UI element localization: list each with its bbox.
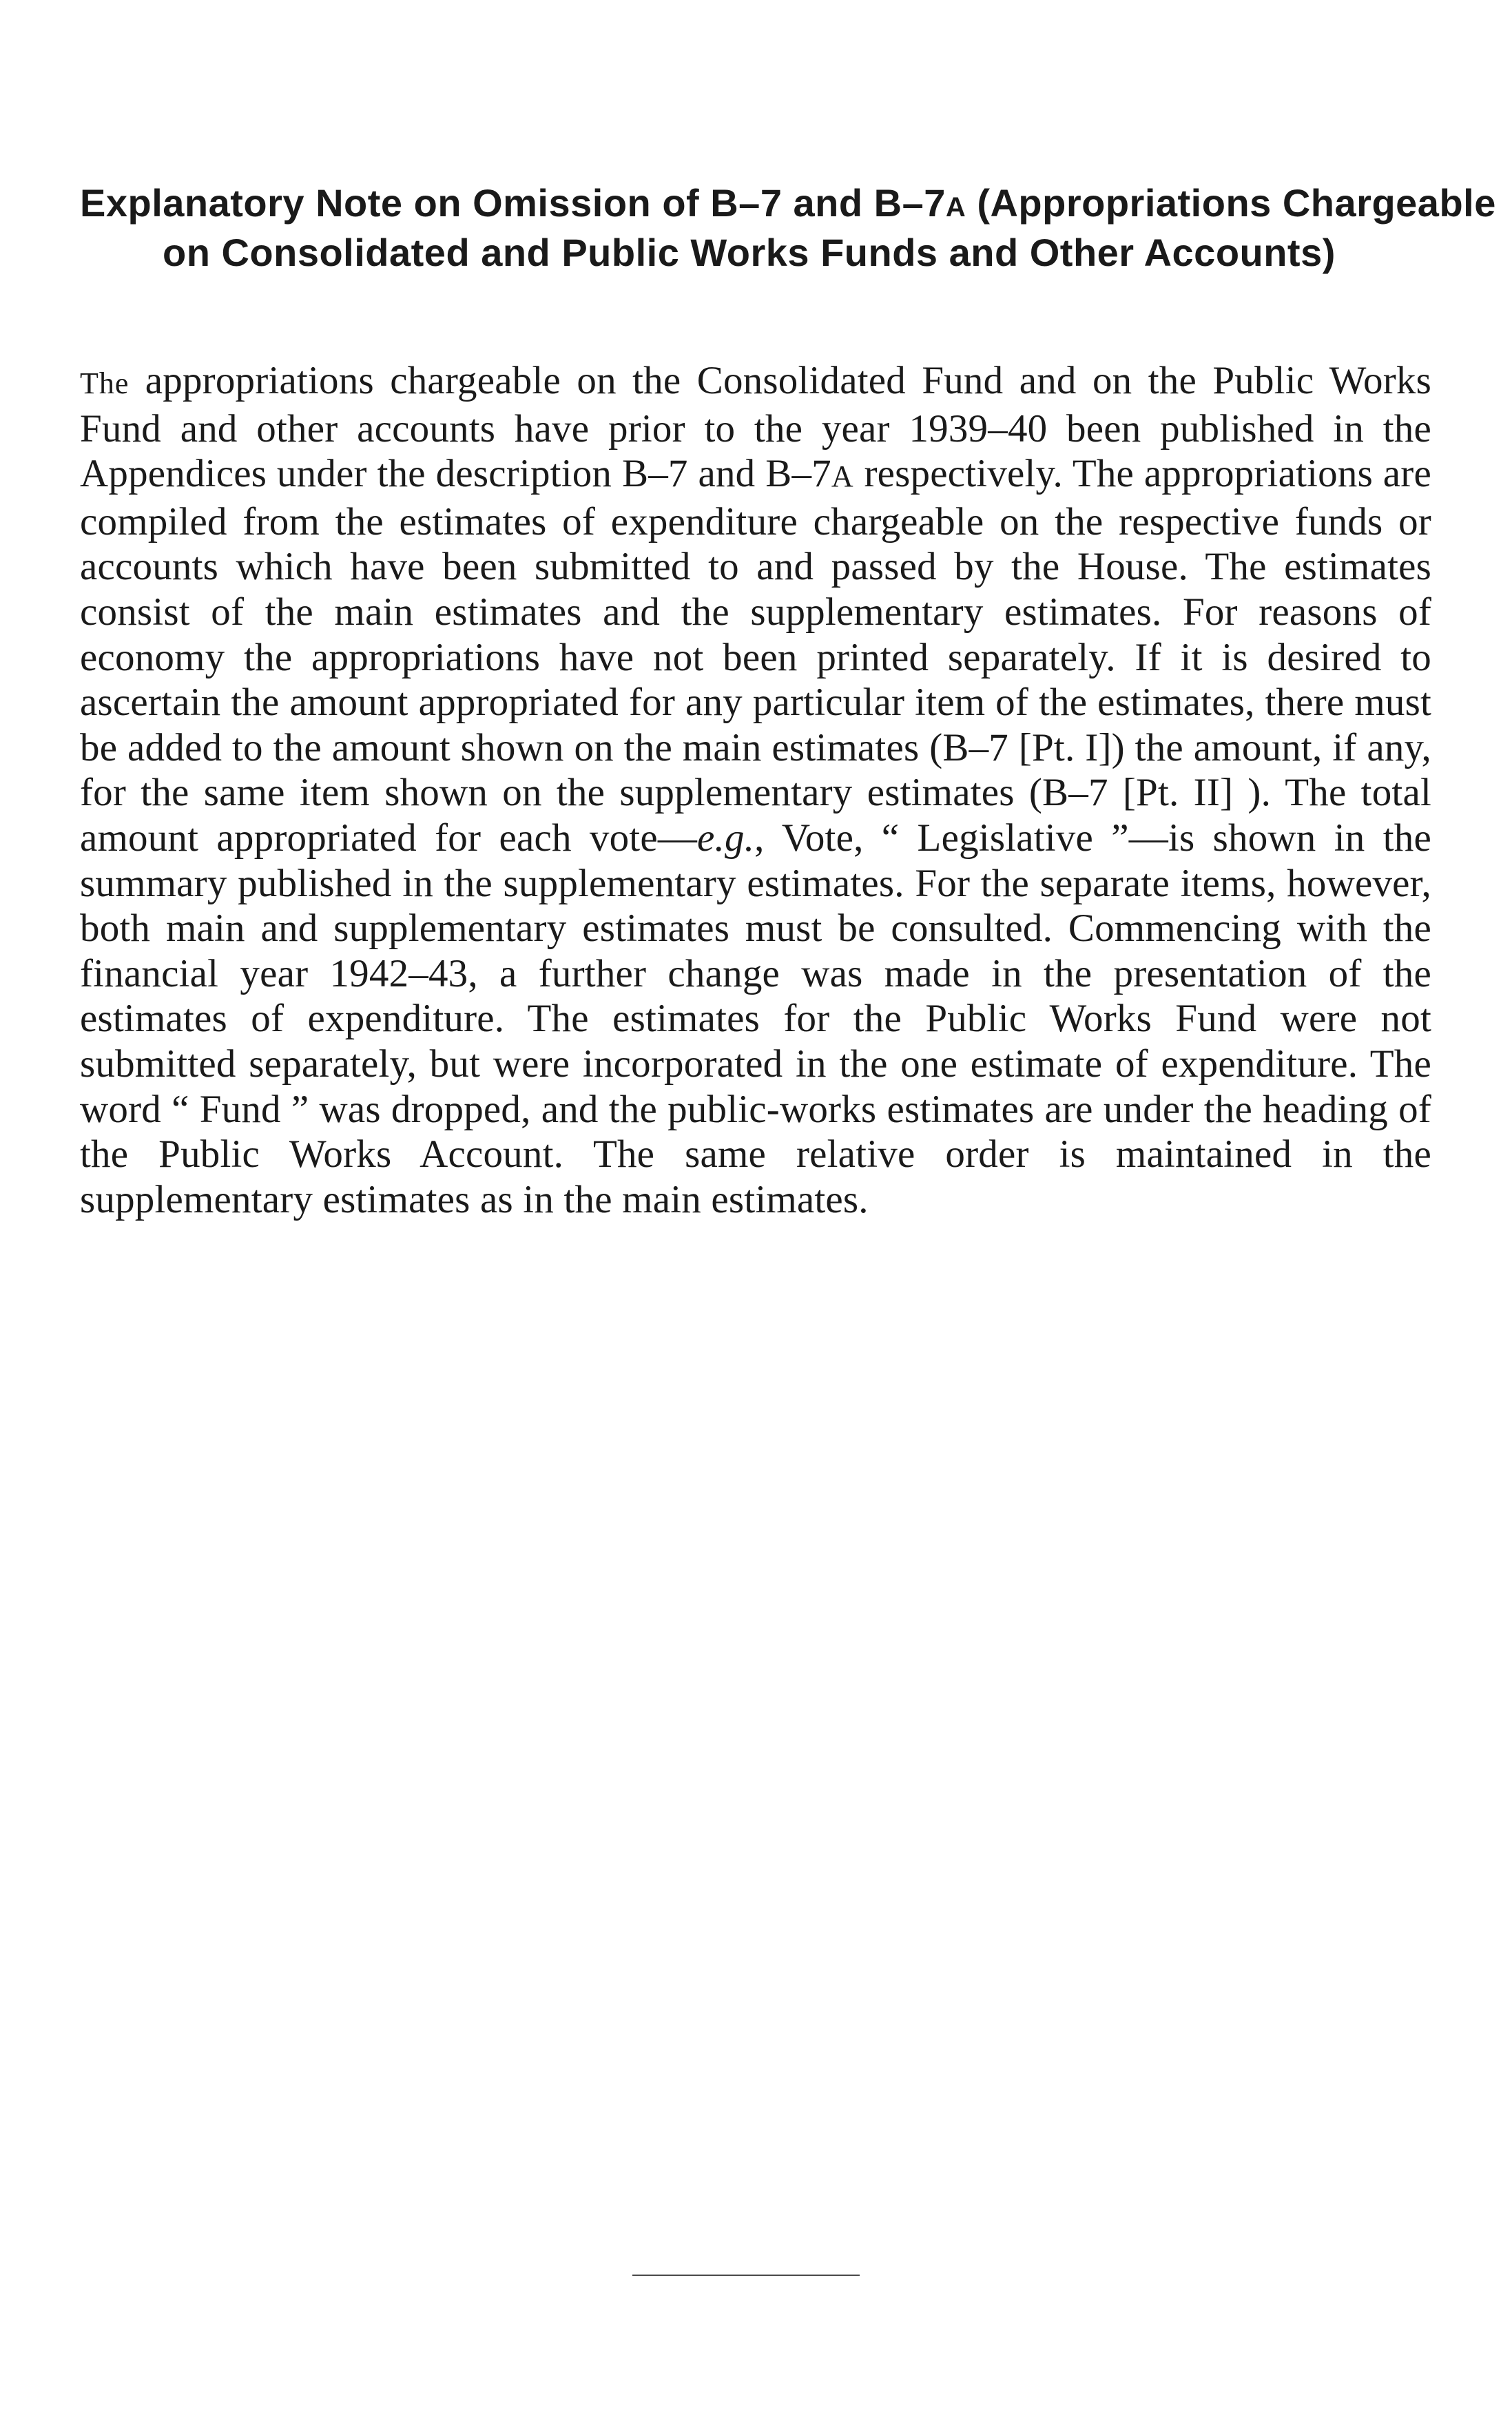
paragraph-part-1: appropriations chargeable on the Consolidated Fund and on the Public Works Fund and other accounts have prior to the year 1939–40 been published in the Appendices under the description B–7 and B–7: [80, 359, 1431, 496]
section-heading: [80, 180, 1512, 276]
heading-text-prefix: Explanatory Note on Omission of B–7 and B–7: [80, 181, 946, 225]
explanatory-paragraph: [80, 358, 1431, 1222]
heading-text-suffix: (Appropriations Chargeable on Consolidated and Public Works Funds and Other Accounts): [163, 181, 1496, 274]
heading-small-caps-a: A: [945, 192, 966, 222]
paragraph-part-3: , Vote, “ Legislative ”—is shown in the summary published in the supplementary estimates. For the separate items, however, both main and supplementary estimates must be consulted. Commencing with the financial year 1942–43, a further change was made in the presentation of the estimates of expenditure. The estimates for the Public Works Fund were not submitted separately, but were incorporated in the one estimate of expenditure. The word “ Fund ” was dropped, and the public-works estimates are under the heading of the Public Works Account. The same relative order is maintained in the supplementary estimates as in the main estimates.: [80, 816, 1431, 1221]
paragraph-eg-italic: e.g.: [697, 816, 755, 860]
section-divider-rule: [632, 2275, 860, 2276]
paragraph-lead-word: The: [80, 366, 130, 400]
paragraph-small-caps-a: A: [831, 459, 854, 494]
paragraph-part-2: respectively. The appropriations are compiled from the estimates of expenditure chargeable on the respective funds or accounts which have been submitted to and passed by the House. The estimates consist of the main estimates and the supplementary estimates. For reasons of economy the appropriations have not been printed separately. If it is desired to ascertain the amount appropriated for any particular item of the estimates, there must be added to the amount shown on the main estimates (B–7 [Pt. I]) the amount, if any, for the same item shown on the supplementary estimates (B–7 [Pt. II] ). The total amount appropriated for each vote—: [80, 452, 1431, 860]
